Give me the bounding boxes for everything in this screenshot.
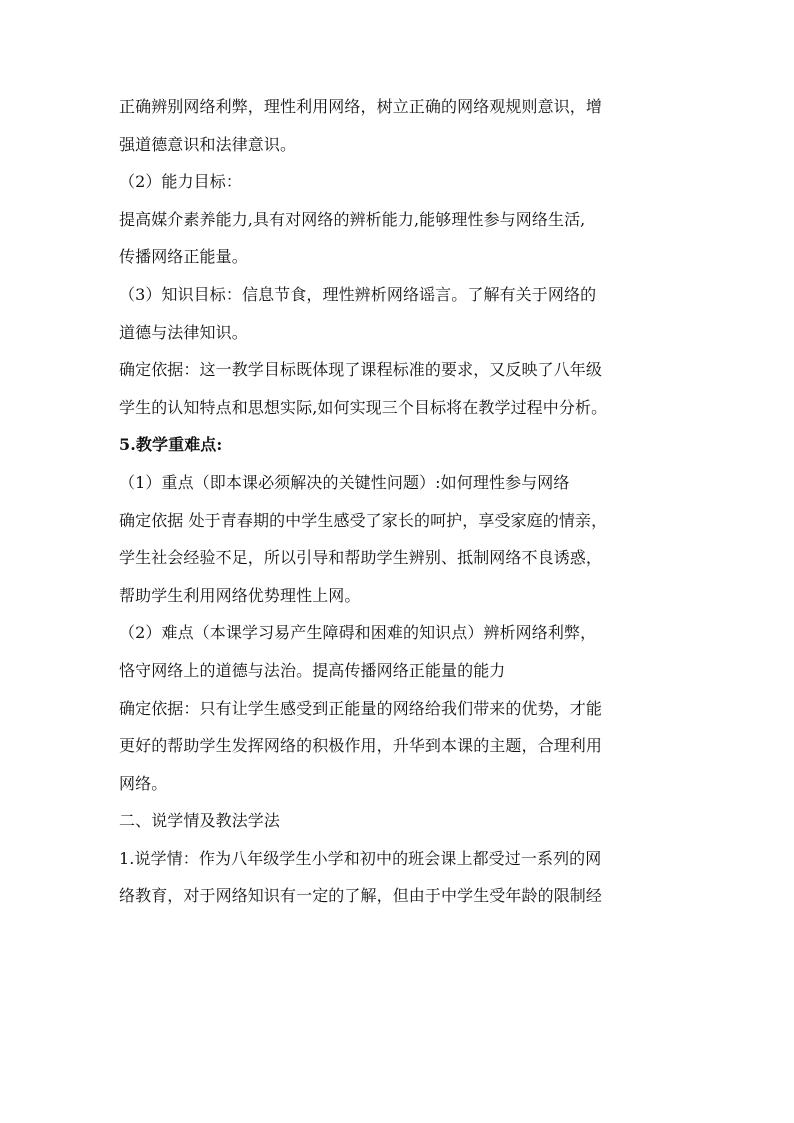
subsection-heading: （2）能力目标： [119,172,242,192]
section-heading: 二、说学情及教法学法 [119,811,281,831]
body-text-line: 络教育，对于网络知识有一定的了解，但由于中学生受年龄的限制经 [119,886,603,906]
subsection-heading: （3）知识目标：信息节食，理性辨析网络谣言。了解有关于网络的 [119,284,597,304]
document-body [119,96,684,923]
body-text-line: 正确辨别网络利弊，理性利用网络，树立正确的网络观规则意识，增 [119,97,603,116]
body-text-line: 道德与法律知识。 [119,322,248,342]
body-text-line: 恪守网络上的道德与法治。提高传播网络正能量的能力 [119,660,506,680]
body-text-line: 更好的帮助学生发挥网络的积极作用，升华到本课的主题，合理利用 [119,736,603,756]
body-text-line: 帮助学生利用网络优势理性上网。 [119,585,361,605]
body-text-line: 确定依据 处于青春期的中学生感受了家长的呵护，享受家庭的情亲， [119,510,608,530]
body-text-line: 确定依据：只有让学生感受到正能量的网络给我们带来的优势，才能 [119,698,603,718]
body-text-line: 提高媒介素养能力,具有对网络的辨析能力,能够理性参与网络生活, [119,209,586,229]
body-text-line: 传播网络正能量。 [119,247,248,267]
body-text-line: 学生的认知特点和思想实际,如何实现三个目标将在教学过程中分析。 [119,397,608,417]
subsection-heading: （1）重点（即本课必须解决的关键性问题）:如何理性参与网络 [119,472,570,492]
body-text-line: 学生社会经验不足，所以引导和帮助学生辨别、抵制网络不良诱惑， [119,548,603,568]
section-heading: 5.教学重难点: [119,435,223,455]
body-text-line: 1.说学情：作为八年级学生小学和初中的班会课上都受过一系列的网 [119,848,602,868]
body-text-line: 网络。 [119,773,168,793]
body-text-line: 强道德意识和法律意识。 [119,134,297,154]
subsection-heading: （2）难点（本课学习易产生障碍和困难的知识点）辨析网络利弊， [119,623,597,643]
body-text-line: 确定依据：这一教学目标既体现了课程标准的要求，又反映了八年级 [119,360,603,380]
